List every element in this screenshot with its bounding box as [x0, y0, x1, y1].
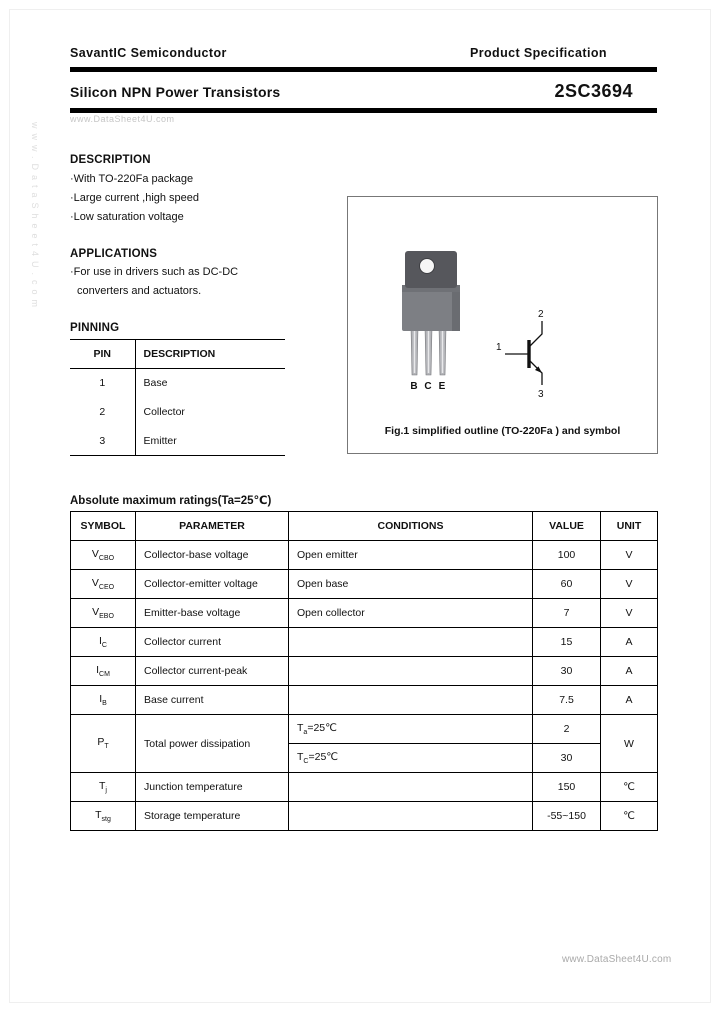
conditions-cell: [289, 657, 533, 686]
unit-cell: A: [601, 686, 658, 715]
symbol-cell: [71, 541, 136, 570]
pinning-row: [70, 427, 285, 456]
column-header-value: VALUE: [533, 512, 601, 541]
pin-label-c: C: [424, 381, 432, 392]
ratings-table: [70, 511, 658, 831]
watermark-top: www.DataSheet4U.com: [70, 114, 175, 124]
conditions-cell: [289, 686, 533, 715]
description-heading: DESCRIPTION: [70, 154, 151, 166]
conditions-cell: Open base: [289, 570, 533, 599]
value-cell: 150: [533, 773, 601, 802]
conditions-cell: [289, 715, 533, 744]
package-pin-labels: [410, 381, 445, 392]
symbol-cell: [71, 657, 136, 686]
symbol-cell: [71, 686, 136, 715]
pin-description: Collector: [143, 406, 185, 418]
symbol-main: I: [99, 634, 102, 647]
applications-line: ·For use in drivers such as DC-DC: [70, 266, 239, 278]
parameter-cell: Junction temperature: [136, 773, 289, 802]
pin-number: 1: [70, 369, 135, 398]
value-cell: 7.5: [533, 686, 601, 715]
pin-description: Base: [143, 377, 168, 390]
symbol-main: I: [99, 692, 103, 705]
conditions-cell: [289, 744, 533, 773]
cond-main: T: [297, 750, 304, 763]
symbol-cell: [71, 773, 136, 802]
unit-cell: V: [601, 570, 658, 599]
pinning-row: [70, 369, 285, 398]
pin-description: Emitter: [143, 434, 177, 447]
table-row-vceo: [71, 570, 658, 599]
pinning-row: [70, 398, 285, 427]
cond-tail: =25℃: [308, 750, 339, 763]
symbol-sub: CBO: [98, 555, 115, 563]
symbol-sub: CM: [99, 671, 110, 679]
applications-line: converters and actuators.: [77, 285, 202, 297]
pin-number: 3: [70, 427, 135, 456]
unit-cell: ℃: [601, 773, 658, 802]
description-item: ·Large current ,high speed: [70, 192, 200, 204]
pinning-table: [70, 339, 285, 456]
applications-heading: APPLICATIONS: [70, 248, 158, 260]
symbol-main: T: [95, 808, 102, 821]
header-rule-top: [70, 67, 657, 72]
symbol-cell: [71, 802, 136, 831]
symbol-pin-3: 3: [538, 389, 544, 400]
conditions-cell: [289, 773, 533, 802]
company-name: SavantIC Semiconductor: [70, 46, 227, 60]
symbol-sub: C: [101, 642, 107, 650]
symbol-cell: [71, 715, 136, 773]
column-header-unit: UNIT: [601, 512, 658, 541]
table-row-tstg: [71, 802, 658, 831]
symbol-cell: [71, 628, 136, 657]
unit-cell: V: [601, 541, 658, 570]
unit-cell: ℃: [601, 802, 658, 831]
cond-sub: C: [303, 758, 309, 766]
column-header-parameter: PARAMETER: [136, 512, 289, 541]
unit-cell: A: [601, 628, 658, 657]
description-column-header: DESCRIPTION: [135, 340, 285, 369]
value-cell: -55~150: [533, 802, 601, 831]
symbol-sub: CEO: [98, 584, 115, 592]
column-header-symbol: SYMBOL: [71, 512, 136, 541]
ratings-heading: Absolute maximum ratings(Ta=25℃): [70, 495, 272, 507]
value-cell: 60: [533, 570, 601, 599]
product-spec-label: Product Specification: [470, 46, 607, 60]
unit-cell: W: [601, 715, 658, 773]
pin-number: 2: [70, 398, 135, 427]
figure-drawing: [348, 197, 657, 453]
table-row-ic: [71, 628, 658, 657]
package-legs: [411, 327, 446, 375]
table-row-pt-a: [71, 715, 658, 744]
value-cell: 30: [533, 744, 601, 773]
cond-main: T: [297, 721, 304, 734]
description-item: ·Low saturation voltage: [70, 211, 184, 223]
column-header-conditions: CONDITIONS: [289, 512, 533, 541]
parameter-cell: Total power dissipation: [136, 715, 289, 773]
symbol-cell: [71, 570, 136, 599]
cond-tail: =25℃: [307, 721, 337, 734]
npn-symbol: [505, 321, 542, 385]
symbol-main: V: [91, 547, 99, 560]
parameter-cell: Collector current: [136, 628, 289, 657]
symbol-pin-2: 2: [538, 309, 544, 320]
pinning-heading: PINNING: [70, 322, 120, 334]
value-cell: 2: [533, 715, 601, 744]
symbol-cell: [71, 599, 136, 628]
symbol-pin-1: 1: [496, 342, 502, 353]
parameter-cell: Emitter-base voltage: [136, 599, 289, 628]
doc-title: Silicon NPN Power Transistors: [70, 84, 281, 100]
package-body: [402, 251, 460, 331]
mounting-hole: [420, 259, 435, 274]
symbol-sub: stg: [101, 816, 111, 824]
cond-sub: a: [303, 729, 308, 737]
pin-label-e: E: [438, 381, 446, 392]
unit-cell: V: [601, 599, 658, 628]
conditions-cell: [289, 802, 533, 831]
symbol-sub: j: [105, 787, 107, 795]
table-row-tj: [71, 773, 658, 802]
conditions-cell: Open collector: [289, 599, 533, 628]
pin-label-b: B: [410, 381, 418, 392]
ratings-header-row: [71, 512, 658, 541]
value-cell: 30: [533, 657, 601, 686]
table-row-icm: [71, 657, 658, 686]
parameter-cell: Collector-base voltage: [136, 541, 289, 570]
parameter-cell: Collector current-peak: [136, 657, 289, 686]
part-number: 2SC3694: [554, 81, 633, 101]
value-cell: 15: [533, 628, 601, 657]
pin-column-header: PIN: [70, 340, 135, 369]
watermark-left: www.DataSheet4U.com: [30, 122, 40, 313]
value-cell: 7: [533, 599, 601, 628]
figure-box: [347, 196, 658, 454]
symbol-sub: T: [104, 743, 109, 751]
parameter-cell: Base current: [136, 686, 289, 715]
symbol-main: T: [99, 779, 106, 792]
symbol-sub: B: [102, 700, 107, 708]
table-row-ib: [71, 686, 658, 715]
header-rule-bottom: [70, 108, 657, 113]
conditions-cell: [289, 628, 533, 657]
parameter-cell: Storage temperature: [136, 802, 289, 831]
description-item: ·With TO-220Fa package: [70, 173, 194, 185]
unit-cell: A: [601, 657, 658, 686]
pinning-header-row: [70, 340, 285, 369]
table-row-vcbo: [71, 541, 658, 570]
conditions-cell: Open emitter: [289, 541, 533, 570]
symbol-sub: EBO: [99, 613, 114, 621]
symbol-main: I: [96, 663, 100, 676]
symbol-main: V: [91, 576, 99, 589]
parameter-cell: Collector-emitter voltage: [136, 570, 289, 599]
figure-caption: Fig.1 simplified outline (TO-220Fa ) and symbol: [384, 425, 621, 437]
value-cell: 100: [533, 541, 601, 570]
symbol-main: P: [97, 736, 105, 749]
symbol-main: V: [92, 605, 100, 618]
watermark-bottom: www.DataSheet4U.com: [562, 954, 672, 965]
table-row-vebo: [71, 599, 658, 628]
